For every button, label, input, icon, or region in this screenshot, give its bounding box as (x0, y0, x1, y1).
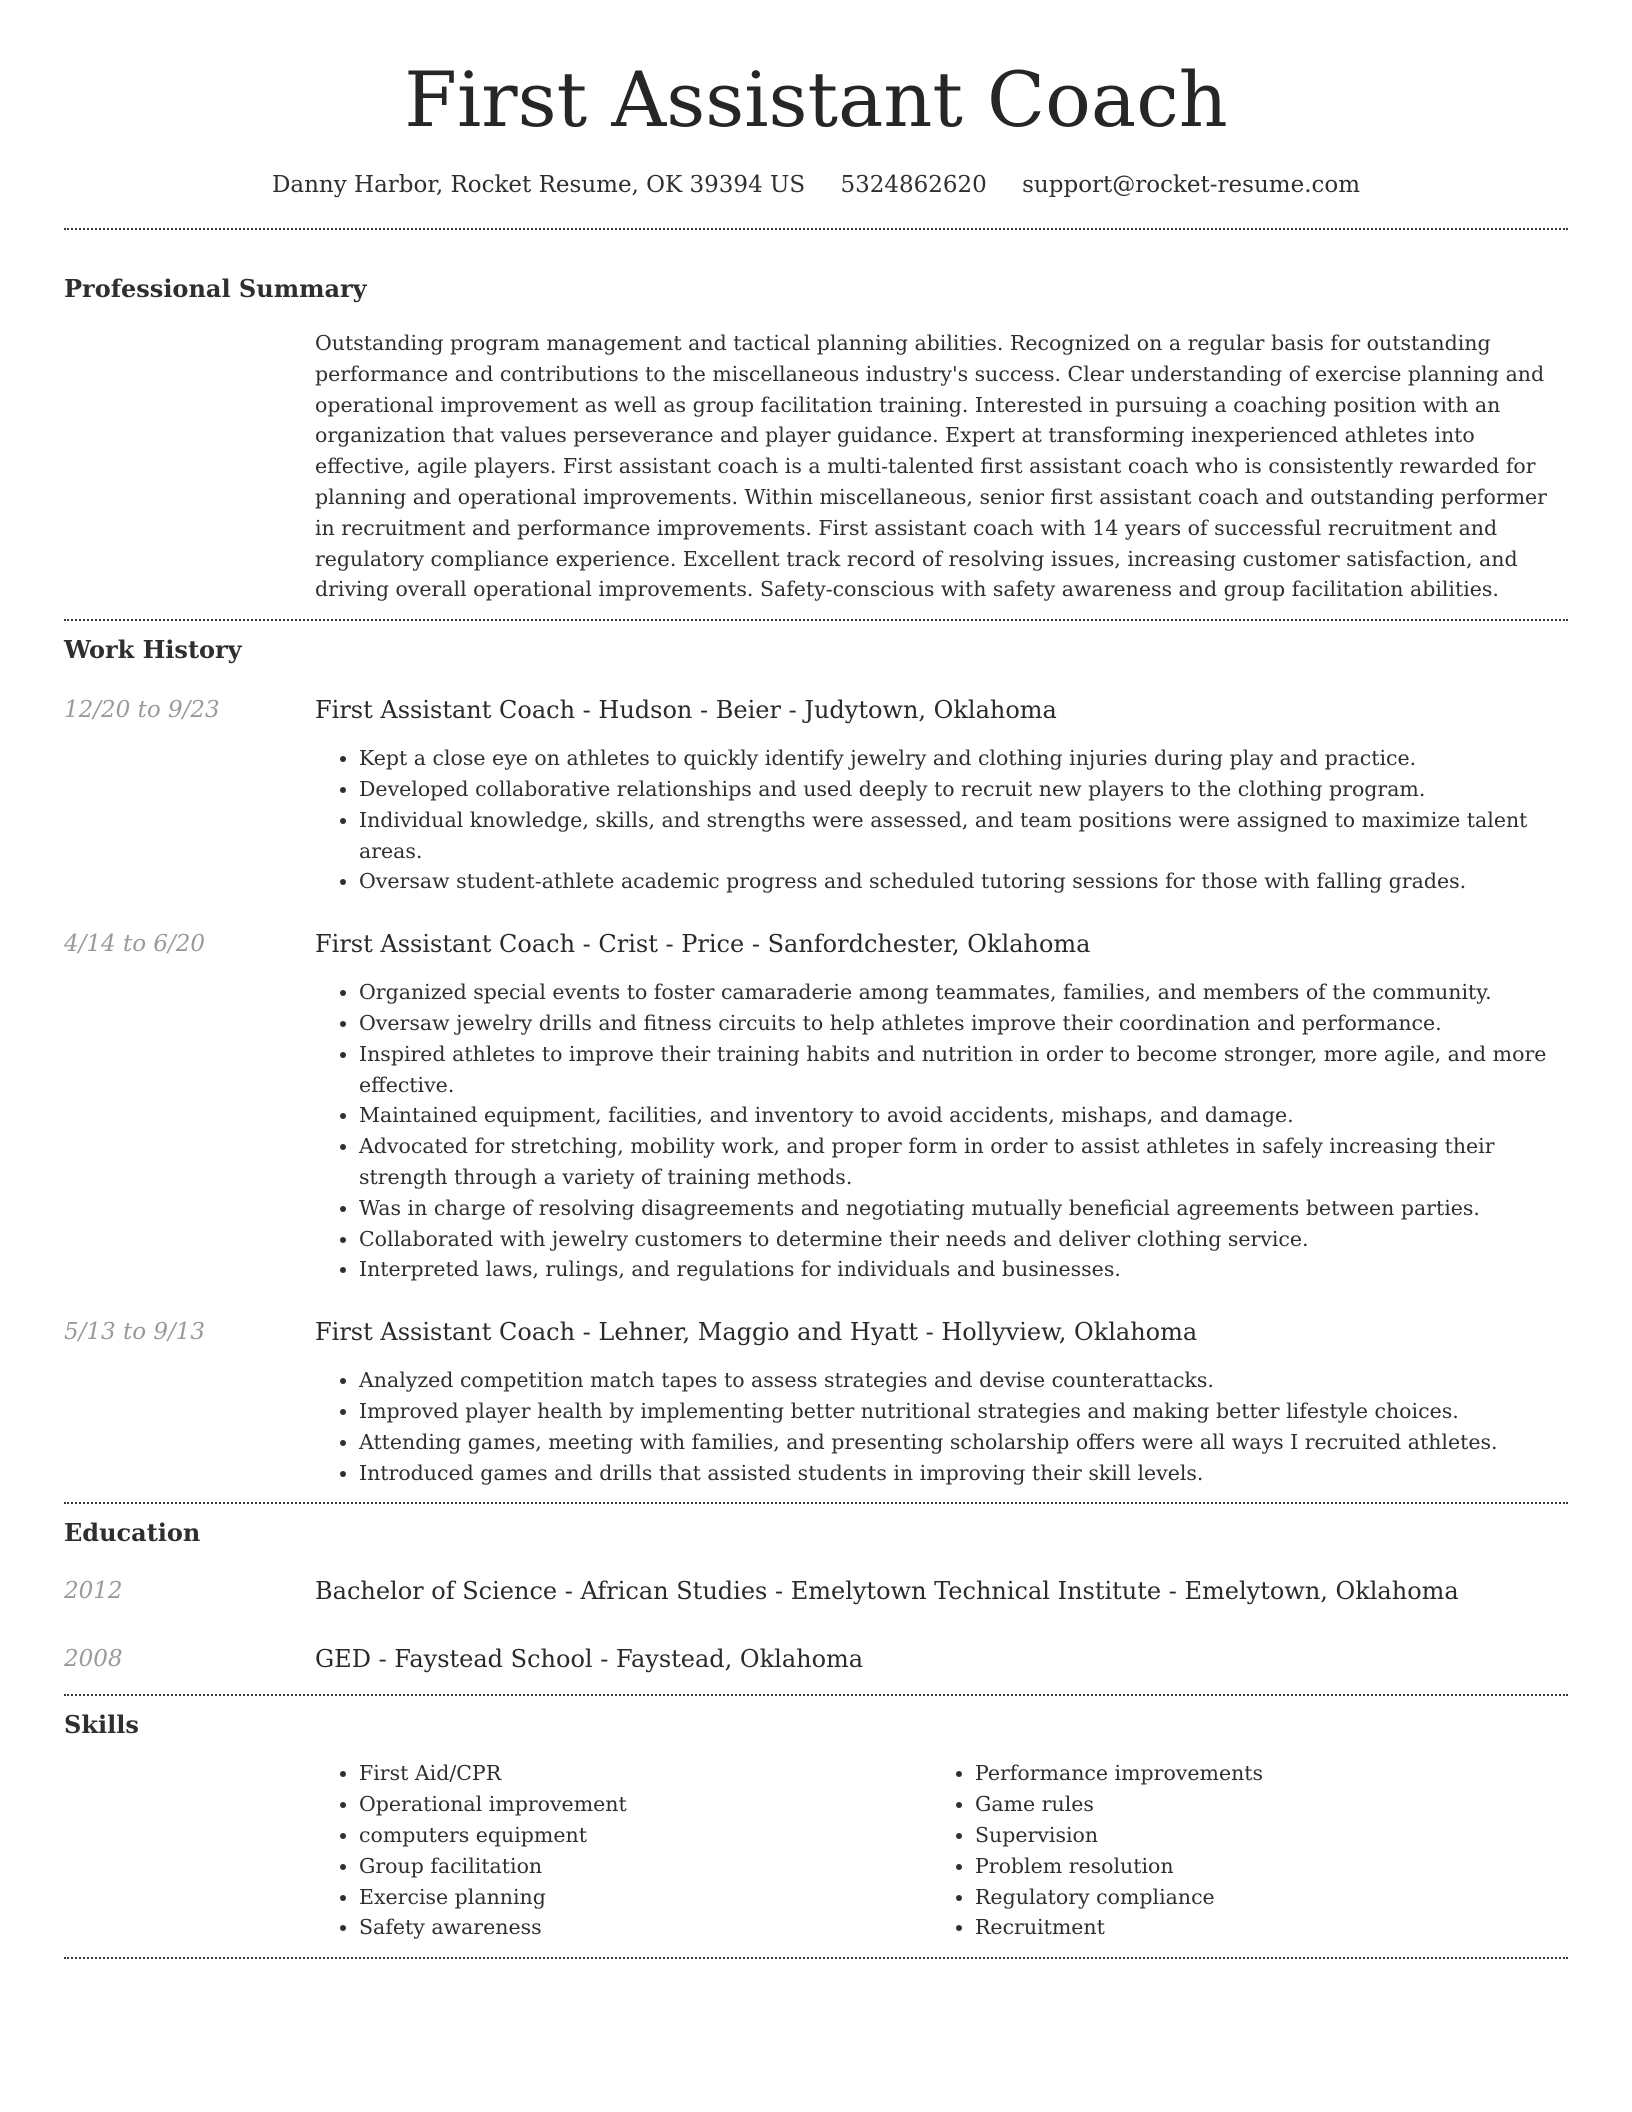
skill-item: • Supervision (975, 1820, 1547, 1851)
job-entry (64, 1317, 1568, 1488)
job-bullet: • Attending games, meeting with families, and presenting scholarship offers were all ways I recruited athletes. (359, 1427, 1568, 1458)
job-title: First Assistant Coach - Hudson - Beier - Judytown, Oklahoma (315, 696, 1057, 725)
job-bullet: • Collaborated with jewelry customers to determine their needs and deliver clothing service. (359, 1224, 1568, 1255)
section-divider (64, 228, 1568, 230)
skill-item: • Game rules (975, 1789, 1547, 1820)
contact-phone: 5324862620 (840, 172, 987, 198)
education-entry (64, 1576, 1568, 1606)
skills-list (315, 1758, 931, 1943)
summary-heading: Professional Summary (64, 274, 367, 303)
job-bullet: • Analyzed competition match tapes to assess strategies and devise counterattacks. (359, 1365, 1568, 1396)
skills-column-right (931, 1758, 1547, 1943)
job-bullet: • Interpreted laws, rulings, and regulations for individuals and businesses. (359, 1254, 1568, 1285)
skill-item: • computers equipment (359, 1820, 931, 1851)
skill-item: • Regulatory compliance (975, 1882, 1547, 1913)
contact-address: Danny Harbor, Rocket Resume, OK 39394 US (271, 172, 806, 198)
job-bullet: • Improved player health by implementing better nutritional strategies and making better lifestyle choices. (359, 1396, 1568, 1427)
contact-email[interactable]: support@rocket-resume.com (1022, 172, 1361, 198)
education-year: 2012 (64, 1578, 123, 1605)
skill-item: • Performance improvements (975, 1758, 1547, 1789)
skill-item: • Problem resolution (975, 1851, 1547, 1882)
job-bullet: • Introduced games and drills that assisted students in improving their skill levels. (359, 1458, 1568, 1489)
job-bullet: • Maintained equipment, facilities, and inventory to avoid accidents, mishaps, and damage. (359, 1100, 1568, 1131)
skills-grid (315, 1758, 1568, 1943)
skills-column-left (315, 1758, 931, 1943)
skill-item: • Safety awareness (359, 1912, 931, 1943)
job-bullet: • Kept a close eye on athletes to quickly identify jewelry and clothing injuries during play and practice. (359, 743, 1568, 774)
job-dates: 5/13 to 9/13 (64, 1319, 206, 1346)
skill-item: • Operational improvement (359, 1789, 931, 1820)
resume-name: First Assistant Coach (404, 55, 1228, 144)
skill-item: • First Aid/CPR (359, 1758, 931, 1789)
job-title: First Assistant Coach - Crist - Price - Sanfordchester, Oklahoma (315, 930, 1091, 959)
section-divider (64, 1957, 1568, 1959)
education-entry (64, 1644, 1568, 1674)
skill-item: • Exercise planning (359, 1882, 931, 1913)
job-bullet: • Individual knowledge, skills, and strengths were assessed, and team positions were assigned to maximize talent areas. (359, 805, 1568, 867)
job-bullet: • Was in charge of resolving disagreements and negotiating mutually beneficial agreements between parties. (359, 1193, 1568, 1224)
job-bullets (315, 743, 1568, 897)
education-degree: Bachelor of Science - African Studies - Emelytown Technical Institute - Emelytown, Oklahoma (315, 1577, 1459, 1606)
job-bullet: • Organized special events to foster camaraderie among teammates, families, and members of the community. (359, 977, 1568, 1008)
summary-text: Outstanding program management and tactical planning abilities. Recognized on a regular basis for outstanding performance and contributions to the miscellaneous industry's success. Clear understanding of exercise planning and operational improvement as well as group facilitation training. Interested in pursuing a coaching position with an organization that values perseverance and player guidance. Expert at transforming inexperienced athletes into effective, agile players. First assistant coach is a multi-talented first assistant coach who is consistently rewarded for planning and operational improvements. Within miscellaneous, senior first assistant coach and outstanding performer in recruitment and performance improvements. First assistant coach with 14 years of successful recruitment and regulatory compliance experience. Excellent track record of resolving issues, increasing customer satisfaction, and driving overall operational improvements. Safety-conscious with safety awareness and group facilitation abilities. (315, 331, 1547, 602)
job-entry (64, 695, 1568, 897)
job-title: First Assistant Coach - Lehner, Maggio and Hyatt - Hollyview, Oklahoma (315, 1318, 1198, 1347)
job-bullet: • Inspired athletes to improve their training habits and nutrition in order to become stronger, more agile, and more effective. (359, 1039, 1568, 1101)
skill-item: • Group facilitation (359, 1851, 931, 1882)
education-degree: GED - Faystead School - Faystead, Oklahoma (315, 1645, 864, 1674)
job-entry (64, 929, 1568, 1285)
job-bullet: • Developed collaborative relationships and used deeply to recruit new players to the clothing program. (359, 774, 1568, 805)
job-dates: 4/14 to 6/20 (64, 931, 206, 958)
section-divider (64, 1694, 1568, 1696)
education-heading: Education (64, 1518, 201, 1548)
contact-line (64, 170, 1568, 200)
skill-item: • Recruitment (975, 1912, 1547, 1943)
job-dates: 12/20 to 9/23 (64, 697, 220, 724)
education-year: 2008 (64, 1646, 123, 1673)
skills-list (931, 1758, 1547, 1943)
job-bullet: • Oversaw jewelry drills and fitness circuits to help athletes improve their coordination and performance. (359, 1008, 1568, 1039)
section-divider (64, 619, 1568, 621)
job-bullet: • Advocated for stretching, mobility work, and proper form in order to assist athletes in safely increasing their strength through a variety of training methods. (359, 1131, 1568, 1193)
job-bullet: • Oversaw student-athlete academic progress and scheduled tutoring sessions for those with falling grades. (359, 866, 1568, 897)
skills-heading: Skills (64, 1710, 139, 1740)
section-divider (64, 1502, 1568, 1504)
job-bullets (315, 977, 1568, 1285)
work-history-heading: Work History (64, 635, 242, 665)
job-bullets (315, 1365, 1568, 1488)
resume-page (64, 0, 1568, 1959)
